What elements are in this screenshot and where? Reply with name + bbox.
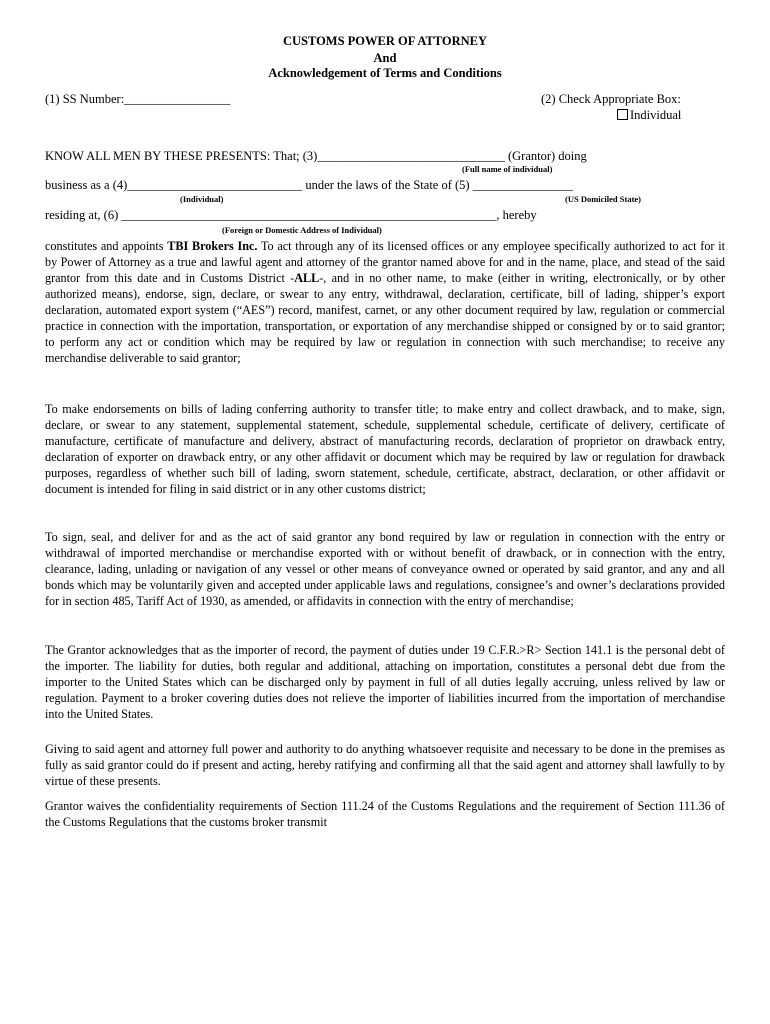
grantor-name-line[interactable]: KNOW ALL MEN BY THESE PRESENTS: That; (3)______________________________ (Grantor) doing <box>45 149 587 163</box>
address-hint: (Foreign or Domestic Address of Individual) <box>222 225 382 235</box>
document-title: CUSTOMS POWER OF ATTORNEY <box>282 34 488 48</box>
business-state-line[interactable]: business as a (4)____________________________ under the laws of the State of (5) ________________ <box>45 178 573 192</box>
individual-option-label: Individual <box>630 108 682 122</box>
authority-paragraph: Giving to said agent and attorney full power and authority to do anything whatsoever requisite and necessary to be done in the premises as fully as said grantor could do if present and acting, hereby ratifying and confirming all that the said agent and attorney shall lawfully to by virtue of these presents. <box>45 742 725 788</box>
full-name-hint: (Full name of individual) <box>462 164 553 174</box>
confidentiality-paragraph: Grantor waives the confidentiality requirements of Section 111.24 of the Customs Regulations and the requirement of Section 111.36 of the Customs Regulations that the customs broker transmit <box>45 799 725 829</box>
appointment-paragraph: constitutes and appoints TBI Brokers Inc. To act through any of its licensed offices or any employee specifically authorized to act for it by Power of Attorney as a true and lawful agent and attorney of the grantor named above for and in the name, place, and stead of the said grantor from this date and in Customs District -ALL-, and in no other name, to make (either in writing, electronically, or by other authorized means), endorse, sign, declare, or swear to any entry, withdrawal, declaration, certificate, bill of lading, shipper’s export declaration, automated export system (“AES”) record, manifest, carnet, or any other document required by law, regulation or commercial practice in connection with the importation, transportation, or exportation of any merchandise shipped or consigned by or to said grantor; to perform any act or condition which may be required by law or regulation in connection with such merchandise; to receive any merchandise deliverable to said grantor; <box>45 239 725 365</box>
individual-option[interactable] <box>617 108 681 123</box>
bonds-paragraph: To sign, seal, and deliver for and as the act of said grantor any bond required by law or regulation in connection with the entry or withdrawal of imported merchandise or merchandise exported with or without benefit of drawback, or in connection with the entry, clearance, lading, unlading or navigation of any vessel or other means of conveyance owned or operated by said grantor, and any and all bonds which may be voluntarily given and accepted under applicable laws and regulations, consignee’s and owner’s declarations provided for in section 485, Tariff Act of 1930, as amended, or affidavits in connection with the entry of merchandise; <box>45 530 725 608</box>
ss-number-field[interactable]: (1) SS Number:_________________ <box>45 92 231 106</box>
endorsements-paragraph: To make endorsements on bills of lading conferring authority to transfer title; to make entry and collect drawback, and to make, sign, declare, or swear to any statement, supplemental statement, schedule, supplemental schedule, certificate of delivery, certificate of manufacture, certificate of manufacture and delivery, abstract of manufacturing records, declaration of proprietor on drawback entry, declaration of exporter on drawback entry, or any other affidavit or document which may be required by law or regulation for drawback purposes, regardless of whether such bill of lading, sworn statement, schedule, certificate, abstract, declaration, or other affidavit or document is intended for filing in said district or in any other customs district; <box>45 402 725 496</box>
company-name: TBI Brokers Inc. <box>167 239 258 253</box>
title-and: And <box>373 51 397 65</box>
individual-hint: (Individual) <box>180 194 224 204</box>
customs-district: ALL <box>294 271 320 285</box>
duties-acknowledgement-paragraph: The Grantor acknowledges that as the importer of record, the payment of duties under 19 C.F.R.>R> Section 141.1 is the personal debt of the importer. The liability for duties, both regular and additional, attaching on importation, constitutes a personal debt due from the importer to the United States which can be discharged only by payment in full of all duties legally accruing, unless relived by law or regulation. Payment to a broker covering duties does not relieve the importer of liabilities incurred from the importation of merchandise into the United States. <box>45 643 725 721</box>
us-state-hint: (US Domiciled State) <box>565 194 642 204</box>
address-line[interactable]: residing at, (6) ____________________________________________________________, hereby <box>45 208 537 222</box>
check-box-label: (2) Check Appropriate Box: <box>541 92 681 106</box>
document-subtitle: Acknowledgement of Terms and Conditions <box>268 66 502 80</box>
individual-checkbox[interactable] <box>617 109 628 120</box>
